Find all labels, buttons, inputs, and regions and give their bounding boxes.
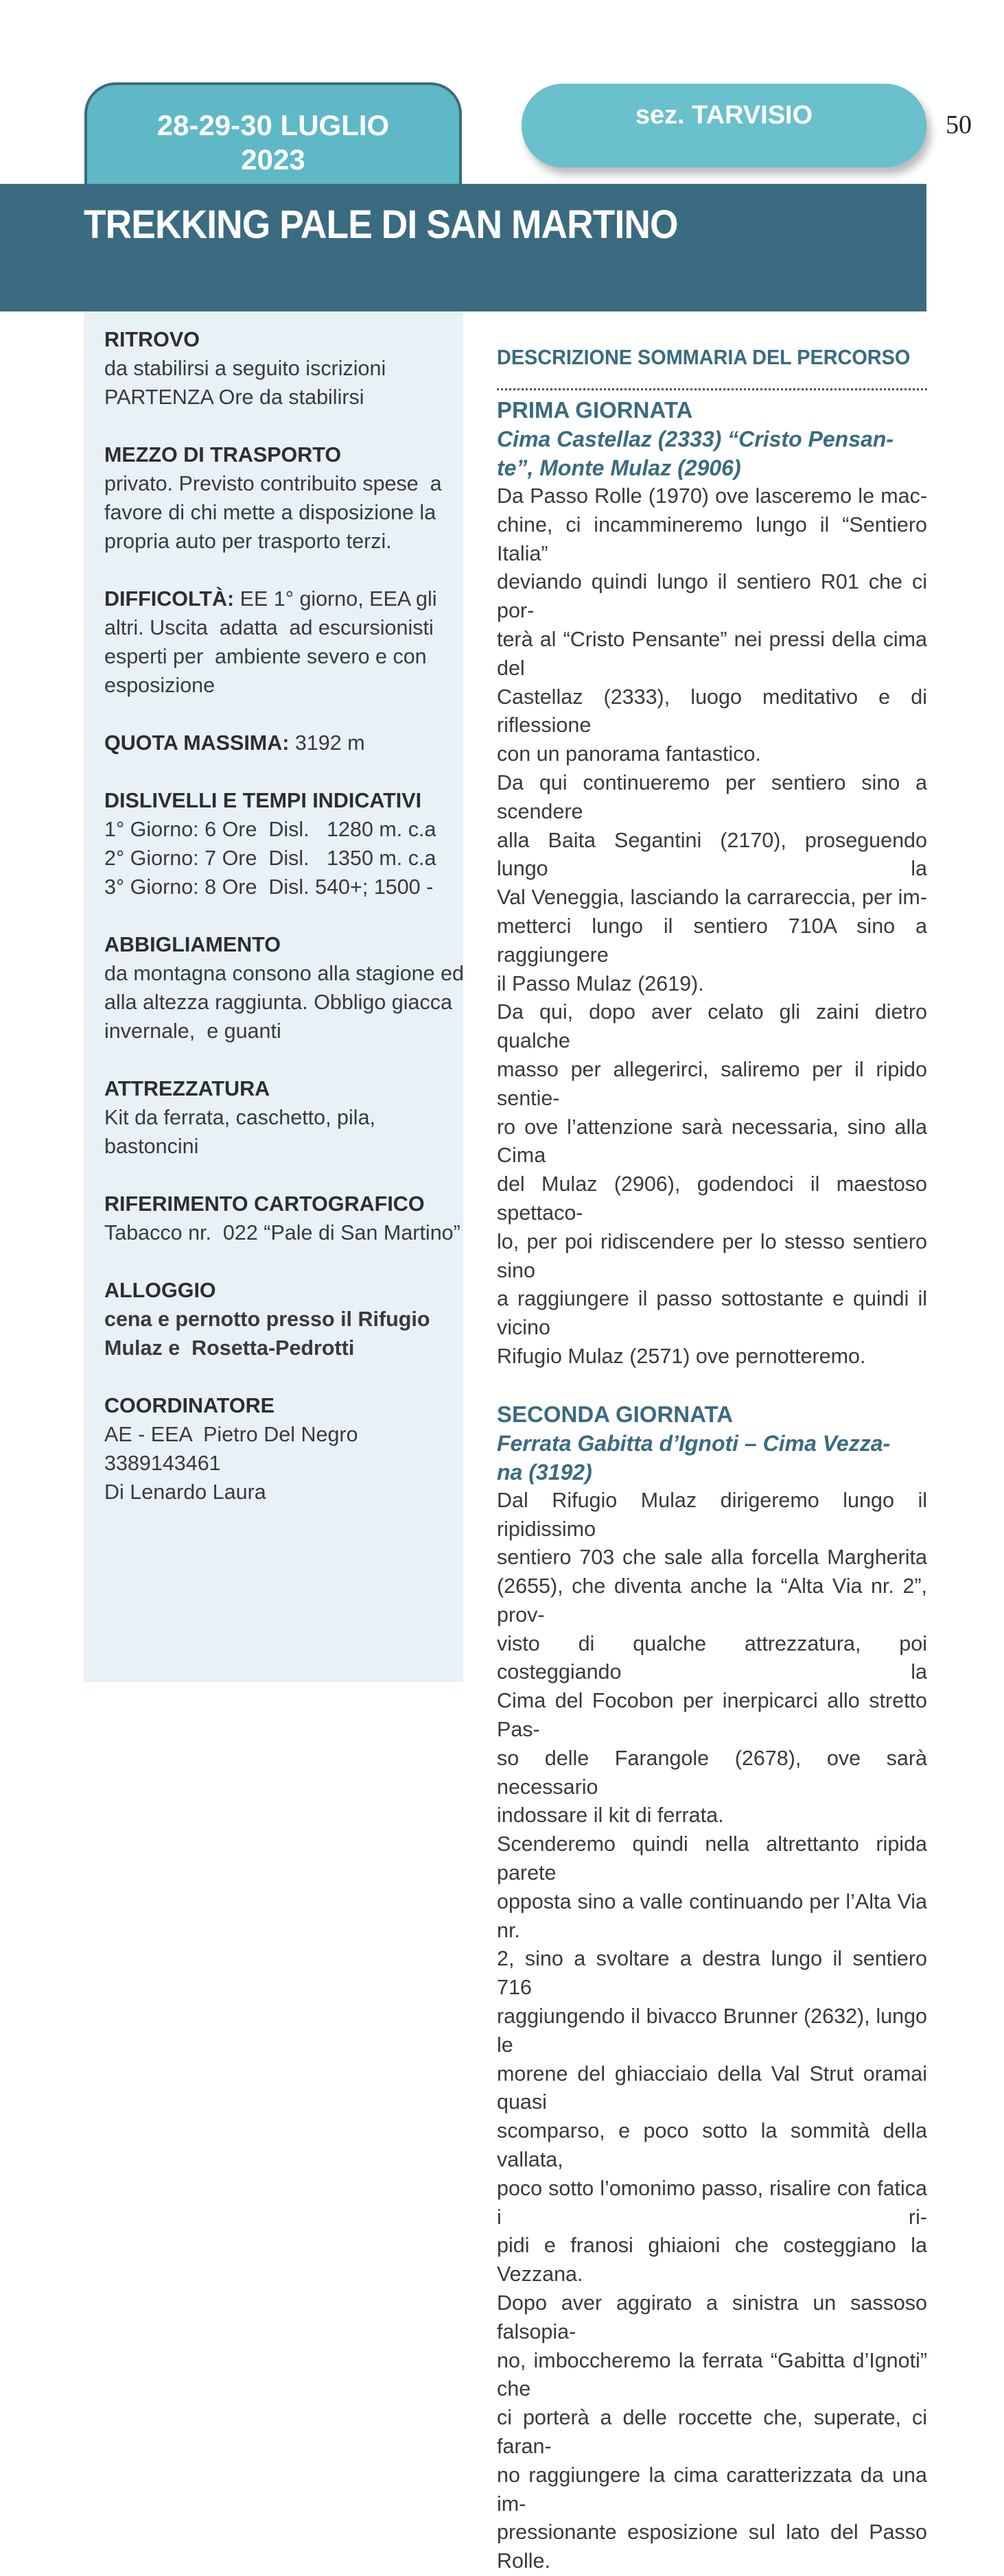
paragraph-line: Da Passo Rolle (1970) ove lasceremo le mac- (497, 484, 927, 508)
info-line: 3389143461 (104, 1452, 221, 1475)
info-label: RIFERIMENTO CARTOGRAFICO (104, 1192, 425, 1216)
info-line: alla altezza raggiunta. Obbligo giacca (104, 991, 452, 1014)
info-line: 1° Giorno: 6 Ore Disl. 1280 m. c.a (104, 818, 436, 841)
info-line: 3° Giorno: 8 Ore Disl. 540+; 1500 - (104, 875, 434, 899)
paragraph-line: Cima del Focobon per inerpicarci allo stretto Pas- (497, 1689, 927, 1742)
info-first-line (104, 729, 461, 757)
info-line: AE - EEA Pietro Del Negro (104, 1423, 358, 1446)
paragraph-line: (2655), che diventa anche la “Alta Via nr. 2”, prov- (497, 1574, 927, 1627)
paragraph-line: alla Baita Segantini (2170), proseguendo lungo la (497, 828, 927, 881)
date-line-2: 2023 (241, 143, 305, 176)
info-line: invernale, e guanti (104, 1019, 281, 1043)
info-label: DISLIVELLI E TEMPI INDICATIVI (104, 789, 422, 812)
day2-subtitle (497, 1429, 927, 1487)
info-ritrovo (104, 325, 461, 412)
paragraph-line: poco sotto l’omonimo passo, risalire con fatica i ri- (497, 2176, 927, 2229)
dotted-divider (497, 375, 927, 390)
page-title: TREKKING PALE DI SAN MARTINO (84, 202, 678, 247)
paragraph-line: metterci lungo il sentiero 710A sino a raggiungere (497, 914, 927, 967)
title-band (0, 184, 926, 311)
paragraph-line: il Passo Mulaz (2619). (497, 971, 704, 995)
paragraph-line: no, imboccheremo la ferrata “Gabitta d’Ignoti” che (497, 2348, 927, 2401)
day1-subtitle-line: te”, Monte Mulaz (2906) (497, 456, 741, 480)
info-label: ABBIGLIAMENTO (104, 933, 281, 956)
paragraph-line: del Mulaz (2906), godendoci il maestoso spettaco- (497, 1172, 927, 1225)
info-label: ATTREZZATURA (104, 1077, 270, 1100)
info-mezzo (104, 440, 461, 556)
paragraph-line: ro ove l’attenzione sarà necessaria, sino alla Cima (497, 1115, 927, 1168)
info-label: RITROVO (104, 328, 200, 351)
info-sidebar (84, 311, 463, 1682)
paragraph-line: Da qui continueremo per sentiero sino a scendere (497, 770, 927, 823)
date-line-1: 28-29-30 LUGLIO (156, 109, 390, 141)
info-line: PARTENZA Ore da stabilirsi (104, 386, 364, 409)
day2-heading: SECONDA GIORNATA (497, 1401, 734, 1427)
paragraph-line: Dal Rifugio Mulaz dirigeremo lungo il ripidissimo (497, 1488, 927, 1541)
info-line: da montagna consono alla stagione ed (104, 962, 464, 985)
paragraph-line: 2, sino a svoltare a destra lungo il sentiero 716 (497, 1947, 927, 2000)
info-alloggio (104, 1276, 461, 1362)
description-heading: DESCRIZIONE SOMMARIA DEL PERCORSO (497, 345, 911, 369)
paragraph-line: ci porterà a delle roccette che, superate, ci faran- (497, 2406, 927, 2458)
info-list (104, 325, 464, 1535)
info-line: esposizione (104, 674, 215, 697)
paragraph-line: Dopo aver aggirato a sinistra un sassoso falsopia- (497, 2291, 927, 2343)
info-line: favore di chi mette a disposizione la (104, 501, 436, 524)
paragraph-line: terà al “Cristo Pensante” nei pressi della cima del (497, 627, 927, 680)
paragraph-line: sentiero 703 che sale alla forcella Margherita (497, 1546, 927, 1570)
info-label: QUOTA MASSIMA: (104, 731, 290, 755)
day2-subtitle-line: Ferrata Gabitta d’Ignoti – Cima Vezza- (497, 1430, 891, 1456)
paragraph-line: visto di qualche attrezzatura, poi costeggiando la (497, 1631, 927, 1684)
paragraph-line: Da qui, dopo aver celato gli zaini dietro qualche (497, 1000, 927, 1053)
section-tab (522, 84, 926, 167)
info-label: DIFFICOLTÀ: (104, 587, 235, 611)
paragraph-line: a raggiungere il passo sottostante e quindi il vicino (497, 1287, 927, 1340)
day2-text (497, 1487, 927, 2576)
info-label: MEZZO DI TRASPORTO (104, 443, 342, 466)
paragraph-line: indossare il kit di ferrata. (497, 1804, 724, 1828)
day2-subtitle-line: na (3192) (497, 1459, 592, 1485)
info-abbigliamento (104, 930, 464, 1045)
info-first-line (104, 584, 461, 613)
paragraph-line: no raggiungere la cima caratterizzata da una im- (497, 2463, 927, 2516)
info-line: cena e pernotto presso il Rifugio (104, 1308, 430, 1331)
paragraph-line: lo, per poi ridiscendere per lo stesso sentiero sino (497, 1229, 927, 1282)
paragraph-line: Rifugio Mulaz (2571) ove pernotteremo. (497, 1344, 866, 1368)
day1-heading: PRIMA GIORNATA (497, 397, 693, 423)
info-line: Kit da ferrata, caschetto, pila, (104, 1106, 376, 1129)
paragraph-line: opposta sino a valle continuando per l’Alta Via nr. (497, 1889, 927, 1942)
paragraph-line: pidi e franosi ghiaioni che costeggiano la Vezzana. (497, 2234, 927, 2287)
info-quota (104, 729, 461, 757)
paragraph-line: raggiungendo il bivacco Brunner (2632), lungo le (497, 2005, 927, 2057)
info-value: 3192 m (289, 731, 365, 755)
day1-subtitle (497, 425, 927, 482)
info-difficolta (104, 584, 461, 700)
paragraph-line: chine, ci incammineremo lungo il “Sentiero Italia” (497, 512, 927, 565)
paragraph-line: scomparso, e poco sotto la sommità della vallata, (497, 2119, 927, 2172)
info-value: EE 1° giorno, EEA gli (234, 587, 437, 611)
info-attrezzatura (104, 1074, 461, 1161)
info-dislivelli (104, 786, 461, 901)
info-riferimento (104, 1190, 461, 1247)
info-line: da stabilirsi a seguito iscrizioni (104, 357, 386, 380)
info-line: Mulaz e Rosetta-Pedrotti (104, 1336, 355, 1360)
paragraph-line: so delle Farangole (2678), ove sarà necessario (497, 1746, 927, 1799)
page-number: 50 (946, 110, 972, 139)
day1-subtitle-line: Cima Castellaz (2333) “Cristo Pensan- (497, 427, 894, 451)
paragraph-line: masso per allegerirci, saliremo per il ripido sentie- (497, 1057, 927, 1110)
info-line: altri. Uscita adatta ad escursionisti (104, 616, 434, 639)
paragraph-line: con un panorama fantastico. (497, 742, 761, 766)
info-label: COORDINATORE (104, 1394, 275, 1417)
info-coordinatore (104, 1391, 461, 1506)
info-line: esperti per ambiente severo e con (104, 645, 427, 668)
info-line: Di Lenardo Laura (104, 1480, 266, 1504)
info-line: 2° Giorno: 7 Ore Disl. 1350 m. c.a (104, 847, 436, 870)
date-tab (84, 82, 462, 185)
info-line: Tabacco nr. 022 “Pale di San Martino” (104, 1221, 460, 1244)
section-label: sez. TARVISIO (635, 100, 813, 130)
paragraph-line: Castellaz (2333), luogo meditativo e di riflessione (497, 685, 927, 737)
day1-text (497, 482, 927, 1371)
paragraph-line: morene del ghiacciaio della Val Strut oramai quasi (497, 2061, 927, 2114)
info-line: privato. Previsto contribuito spese a (104, 472, 442, 495)
route-description (497, 340, 927, 2576)
info-line: propria auto per trasporto terzi. (104, 530, 392, 553)
info-label: ALLOGGIO (104, 1279, 216, 1302)
paragraph-line: pressionante esposizione sul lato del Passo Rolle. (497, 2520, 927, 2573)
info-line: bastoncini (104, 1135, 199, 1158)
paragraph-line: Scenderemo quindi nella altrettanto ripida parete (497, 1832, 927, 1885)
paragraph-line: Val Veneggia, lasciando la carrareccia, per im- (497, 886, 927, 910)
paragraph-line: deviando quindi lungo il sentiero R01 che ci por- (497, 570, 927, 623)
